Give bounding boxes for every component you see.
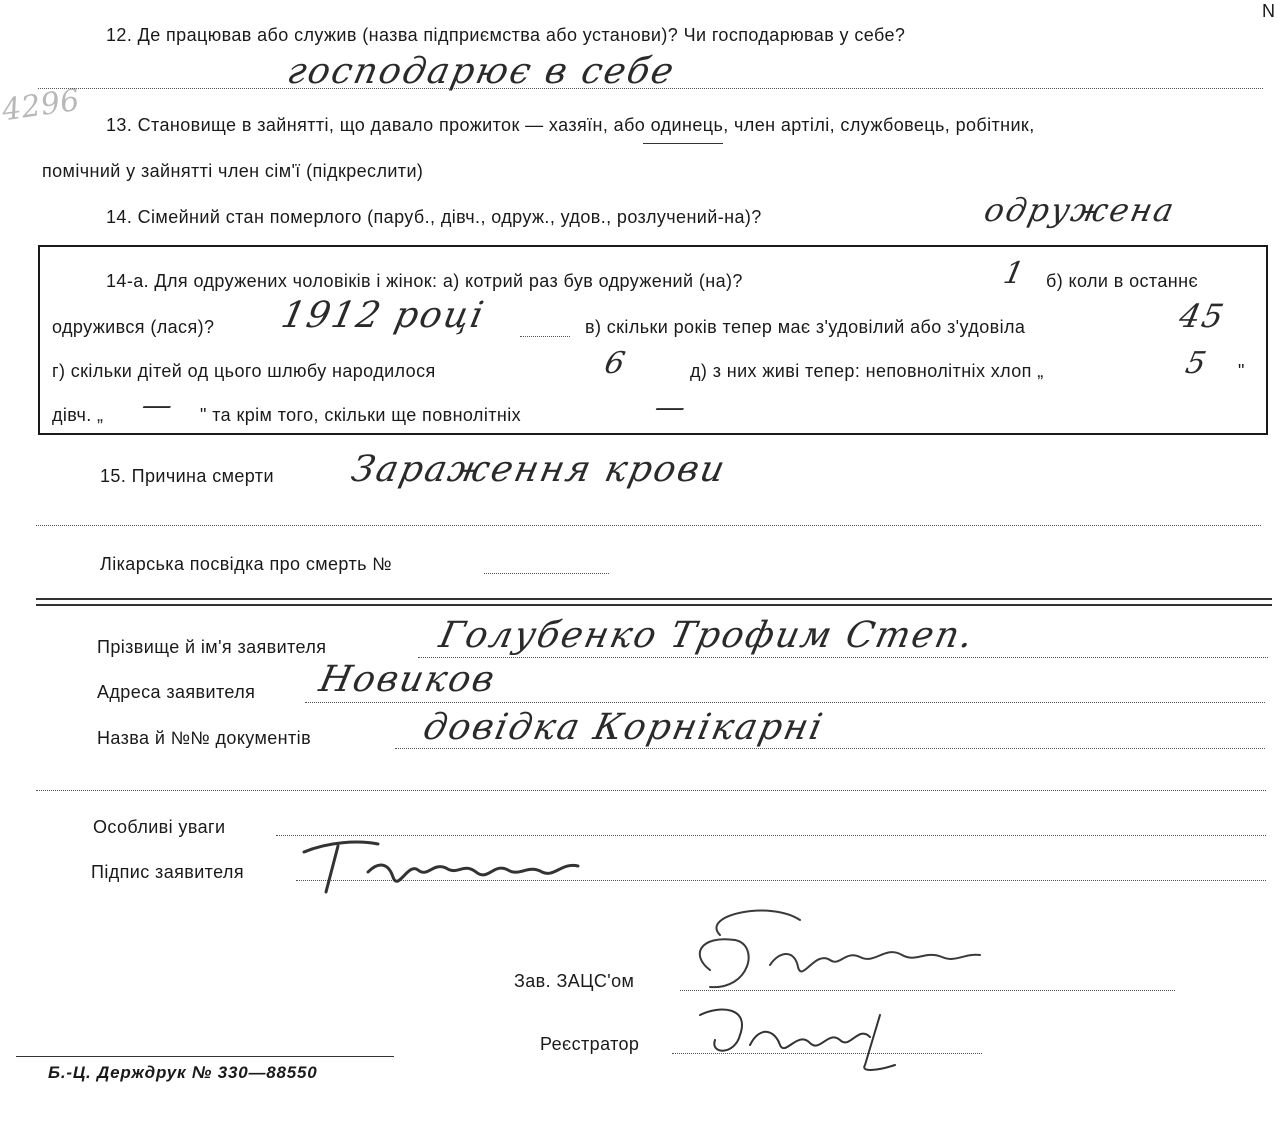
q14a-line3-c: " — [1238, 361, 1245, 381]
q14a-line1-b: б) коли в останнє — [1046, 271, 1199, 291]
applicant-docs-line-2 — [36, 790, 1266, 791]
applicant-name-line — [418, 657, 1268, 658]
q15-answer-line-2 — [36, 525, 1261, 526]
applicant-address-line — [305, 702, 1265, 703]
q14a-answer-e: 5 — [1182, 346, 1211, 381]
applicant-name-label: Прізвище й ім'я заявителя — [97, 637, 327, 657]
registrar-label: Реєстратор — [540, 1034, 640, 1054]
separator-top — [36, 598, 1272, 600]
doctor-certificate-line — [484, 573, 609, 574]
separator-bottom — [36, 604, 1272, 606]
applicant-name-value: Голубенко Трофим Степ. — [435, 615, 979, 656]
q12-answer: господарює в себе — [283, 51, 680, 92]
q15-label: 15. Причина смерти — [100, 466, 274, 486]
applicant-address-label: Адреса заявителя — [97, 682, 256, 702]
q15-answer: Зараження крови — [347, 449, 731, 490]
q14a-answer-c: 45 — [1175, 297, 1229, 335]
applicant-address-value: Новиков — [315, 659, 500, 700]
q13-underline-owner — [643, 143, 723, 144]
notes-label: Особливі уваги — [93, 817, 226, 837]
q14a-answer-a: 1 — [1000, 256, 1029, 291]
q14a-line4-b: " та крім того, скільки ще повнолітніх — [200, 405, 522, 425]
q14-label: 14. Сімейний стан померлого (паруб., дівч., одруж., удов., розлучений-на)? — [106, 207, 762, 227]
q14a-line3-a: г) скільки дітей од цього шлюбу народилося — [52, 361, 436, 381]
q14a-line3-b: д) з них живі тепер: неповнолітніх хлоп „ — [690, 361, 1044, 381]
corner-mark: N — [1262, 1, 1276, 21]
applicant-docs-label: Назва й №№ документів — [97, 728, 312, 748]
q13-label-line1: 13. Становище в зайнятті, що давало прожиток — хазяїн, або одинець, член артілі, службовець, робітник, — [106, 115, 1035, 135]
doctor-certificate-label: Лікарська посвідка про смерть № — [100, 554, 392, 574]
applicant-docs-value: довідка Корнікарні — [419, 707, 828, 748]
q14a-answer-d: 6 — [601, 346, 630, 381]
q14a-line2-b: в) скільки років тепер має з'удовілий або з'удовіла — [585, 317, 1026, 337]
q14a-answer-b-line — [520, 336, 570, 337]
applicant-signature-label: Підпис заявителя — [91, 862, 244, 882]
q14a-answer-f: — — [138, 388, 178, 423]
head-signature — [680, 895, 1000, 1005]
q13-label-line2: помічний у зайнятті член сім'ї (підкреслити) — [42, 161, 424, 181]
head-label: Зав. ЗАЦС'ом — [514, 971, 635, 991]
registrar-signature — [680, 995, 920, 1075]
q14a-answer-b: 1912 році — [277, 295, 489, 336]
q14a-line1-a: 14-а. Для одружених чоловіків і жінок: а) котрий раз був одружений (на)? — [106, 271, 743, 291]
applicant-docs-line — [395, 748, 1265, 749]
margin-mark: 4296 — [0, 82, 82, 129]
q14a-line2-a: одружився (лася)? — [52, 317, 215, 337]
footer-rule — [16, 1056, 394, 1057]
applicant-signature — [298, 832, 598, 902]
q12-label: 12. Де працював або служив (назва підприємства або установи)? Чи господарював у себе? — [106, 25, 906, 45]
q14a-line4-a: дівч. „ — [52, 405, 104, 425]
printer-imprint: Б.-Ц. Держдрук № 330—88550 — [48, 1063, 318, 1082]
q14a-answer-g: — — [651, 390, 691, 425]
q14-answer: одружена — [980, 191, 1180, 229]
